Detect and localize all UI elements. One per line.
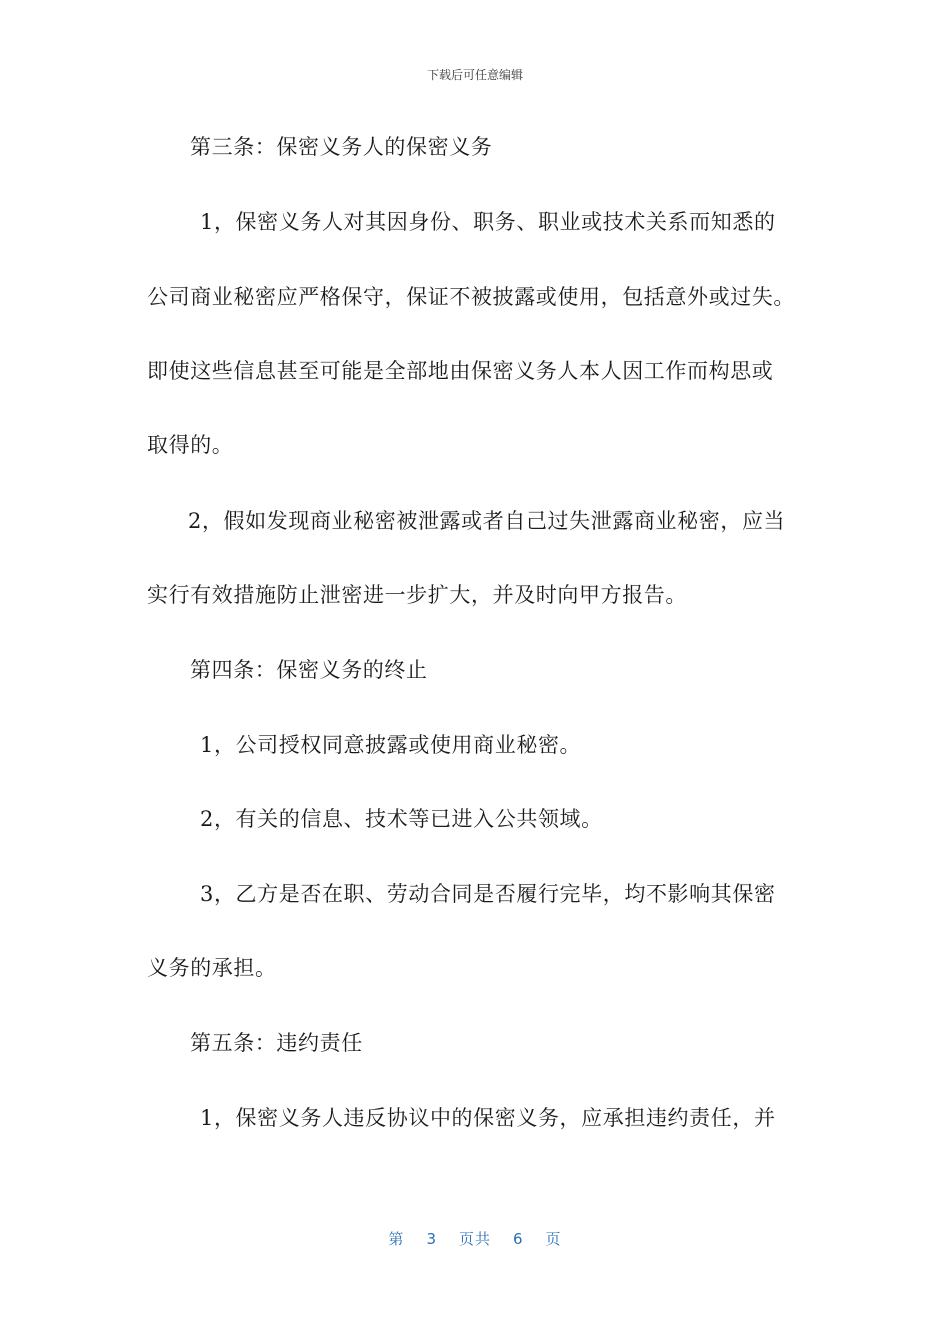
footer-middle: 页共 bbox=[458, 1230, 491, 1248]
paragraph-line: 1，公司授权同意披露或使用商业秘密。 bbox=[200, 733, 582, 757]
paragraph-line: 2，假如发现商业秘密被泄露或者自己过失泄露商业秘密，应当 bbox=[188, 509, 786, 533]
footer-suffix: 页 bbox=[545, 1230, 562, 1248]
paragraph-line: 公司商业秘密应严格保守，保证不被披露或使用，包括意外或过失。 bbox=[147, 285, 795, 309]
paragraph-line: 实行有效措施防止泄密进一步扩大，并及时向甲方报告。 bbox=[147, 583, 687, 607]
page-header: 下载后可任意编辑 bbox=[426, 68, 523, 82]
footer-prefix: 第 bbox=[388, 1230, 405, 1248]
paragraph-line: 义务的承担。 bbox=[147, 956, 277, 980]
paragraph-line: 1，保密义务人对其因身份、职务、职业或技术关系而知悉的 bbox=[200, 210, 776, 234]
paragraph-line: 1，保密义务人违反协议中的保密义务，应承担违约责任，并 bbox=[200, 1106, 776, 1130]
paragraph-line: 3，乙方是否在职、劳动合同是否履行完毕，均不影响其保密 bbox=[200, 882, 776, 906]
total-pages-number: 6 bbox=[513, 1230, 524, 1248]
paragraph-line: 即使这些信息甚至可能是全部地由保密义务人本人因工作而构思或 bbox=[147, 359, 774, 383]
section-heading-3: 第三条：保密义务人的保密义务 bbox=[190, 135, 493, 159]
paragraph-line: 2，有关的信息、技术等已进入公共领域。 bbox=[200, 807, 603, 831]
section-heading-4: 第四条：保密义务的终止 bbox=[190, 658, 428, 682]
section-heading-5: 第五条：违约责任 bbox=[190, 1031, 363, 1055]
page-footer bbox=[0, 1228, 950, 1249]
paragraph-line: 取得的。 bbox=[147, 433, 234, 457]
current-page-number: 3 bbox=[426, 1230, 437, 1248]
